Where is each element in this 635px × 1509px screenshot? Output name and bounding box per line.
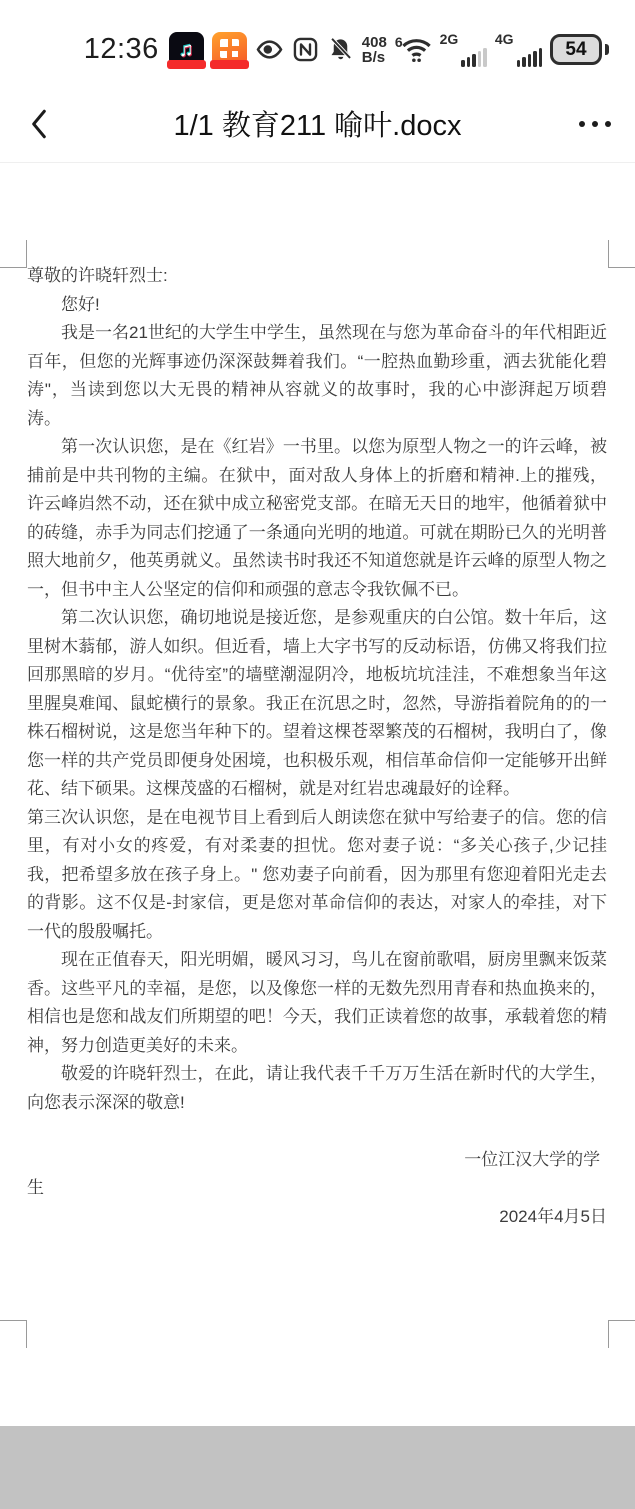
doc-paragraph-spring: 现在正值春天，阳光明媚，暖风习习，鸟儿在窗前歌唱，厨房里飘来饭菜香。这些平凡的幸福，是您，以及像您一样的无数先烈用青春和热血换来的，相信也是您和战友们所期望的吧！今天，我们正读着您的故事，承载着您的精神，努力创造更美好的未来。 [27, 950, 607, 1055]
signal-bars-icon [461, 48, 487, 67]
wifi-icon [395, 36, 432, 63]
doc-paragraph-third-meeting: 第三次认识您，是在电视节目上看到后人朗读您在狱中写给妻子的信。您的信里，有对小女的疼爱，有对柔妻的担忧。您对妻子说：“多关心孩子,少记挂我，把希望多放在孩子身上。" 您劝妻子向前看，因为那里有您迎着阳光走去的背影。这不仅是-封家信，更是您对革命信仰的表达，对家人的牵挂，对下一代的殷殷嘱托。 [27, 807, 607, 941]
document-page[interactable] [0, 163, 635, 1426]
page-corner-mark-top-left [0, 240, 27, 268]
network-speed-value: 408 [361, 33, 387, 51]
sim2-signal-icon [494, 30, 542, 67]
doc-paragraph-salutation: 尊敬的许晓轩烈士: [27, 266, 168, 285]
back-button[interactable] [24, 102, 68, 146]
doc-paragraph-intro: 我是一名21世纪的大学生中学生，虽然现在与您为革命奋斗的年代相距近百年，但您的光辉事迹仍深深鼓舞着我们。“一腔热血勤珍重，洒去犹能化碧涛"，当读到您以大无畏的精神从容就义的故事时，我的心中澎湃起万顷碧涛。 [27, 323, 607, 428]
network-speed-indicator [362, 35, 387, 65]
signature-line: 一位江汉大学的学生 [27, 1149, 601, 1197]
document-title: 1/1 教育211 喻叶.docx [173, 110, 462, 142]
page-corner-mark-bottom-left [0, 1320, 27, 1348]
qr-glyph [220, 39, 239, 58]
app-ribbon [210, 60, 249, 69]
battery-tip [605, 44, 609, 55]
music-note-icon: ♫ [178, 38, 194, 61]
network-speed-unit: B/s [361, 48, 386, 66]
battery-percent: 54 [565, 38, 587, 60]
battery-icon [550, 34, 602, 65]
sim1-network-label: 2G [439, 30, 459, 47]
date-line: 2024年4月5日 [499, 1206, 607, 1226]
canvas-background [0, 1426, 635, 1509]
page-corner-mark-bottom-right [608, 1320, 635, 1348]
notifications-muted-icon [327, 36, 354, 63]
chevron-left-icon [24, 107, 54, 141]
app-ribbon [167, 60, 206, 69]
more-menu-button[interactable] [579, 102, 611, 146]
sim1-signal-icon [439, 30, 487, 67]
doc-paragraph-first-meeting: 第一次认识您，是在《红岩》一书里。以您为原型人物之一的许云峰，被捕前是中共刊物的主编。在狱中，面对敌人身体上的折磨和精神.上的摧残，许云峰岿然不动，还在狱中成立秘密党支部。在暗无天日的地牢，他循着狱中的砖缝，赤手为同志们挖通了一条通向光明的地道。可就在期盼已久的光明普照大地前夕，他英勇就义。虽然读书时我还不知道您就是许云峰的原型人物之一，但书中主人公坚定的信仰和顽强的意志令我钦佩不已。 [27, 437, 607, 599]
three-dots-icon [579, 121, 585, 127]
page-corner-mark-top-right [608, 240, 635, 268]
status-time: 12:36 [83, 33, 159, 65]
document-text [27, 262, 607, 1231]
wifi-standard-label: 6 [394, 34, 403, 50]
doc-paragraph-second-meeting: 第二次认识您，确切地说是接近您，是参观重庆的白公馆。数十年后，这里树木蓊郁，游人如织。但近看，墙上大字书写的反动标语，仿佛又将我们拉回那黑暗的岁月。“优待室”的墙壁潮湿阴冷，地板坑坑洼洼，不难想象当年这里腥臭难闻、鼠蛇横行的景象。我正在沉思之时，忽然，导游指着院角的的一株石榴树说，这是您当年种下的。望着这棵苍翠繁茂的石榴树，我明白了，像您一样的共产党员即便身处困境，也积极乐观，相信革命信仰一定能够开出鲜花、结下硕果。这棵茂盛的石榴树，就是对红岩忠魂最好的诠释。 [27, 608, 607, 798]
nfc-icon [292, 36, 319, 63]
douyin-app-icon [169, 32, 204, 67]
orange-app-icon [212, 32, 247, 67]
status-bar [0, 0, 635, 85]
eye-protection-icon [255, 35, 284, 64]
doc-paragraph-closing: 敬爱的许晓轩烈士，在此，请让我代表千千万万生活在新时代的大学生，向您表示深深的敬意! [27, 1064, 607, 1112]
doc-paragraph-greeting: 您好! [61, 294, 100, 314]
signal-bars-icon [517, 48, 543, 67]
document-viewer-header [0, 85, 635, 163]
sim2-network-label: 4G [494, 30, 514, 47]
